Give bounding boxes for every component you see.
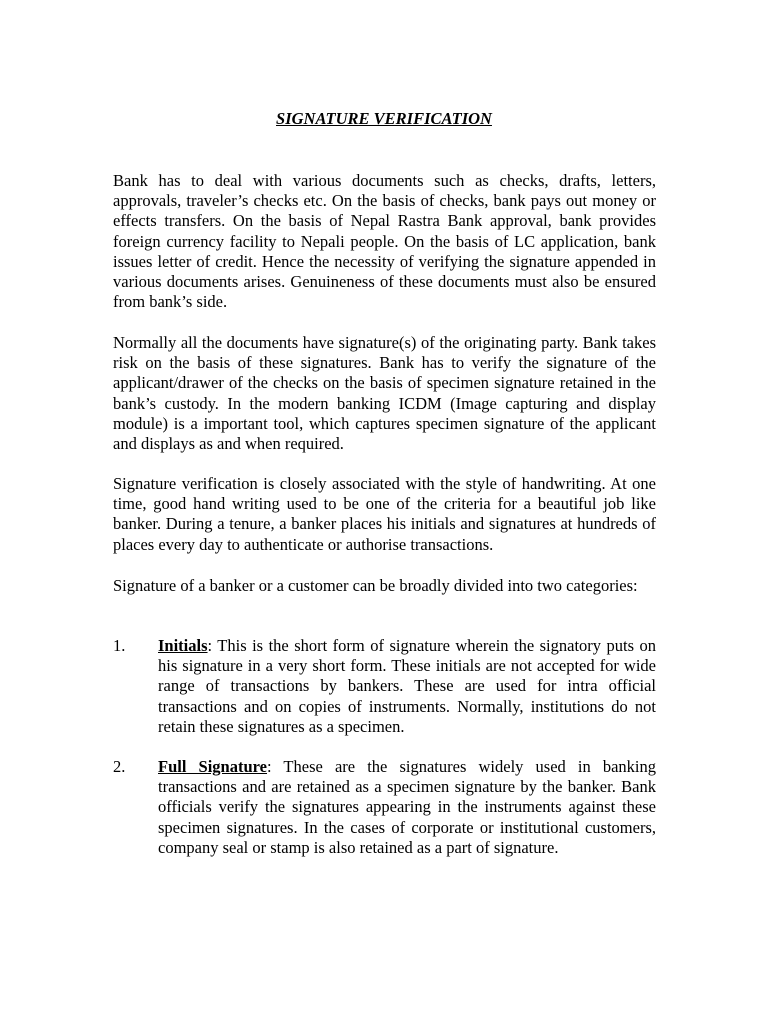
- list-item-initials: [113, 636, 656, 737]
- paragraph-handwriting: Signature verification is closely associated with the style of handwriting. At one time, good hand writing used to be one of the criteria for a beautiful job like banker. During a tenure, a banker places his initials and signatures at hundreds of places every day to authenticate or authorise transactions.: [113, 474, 656, 554]
- paragraph-categories: Signature of a banker or a customer can be broadly divided into two categories:: [113, 576, 638, 595]
- list-text-initials: : This is the short form of signature wherein the signatory puts on his signature in a very short form. These initials are not accepted for wide range of transactions by bankers. These are used for intra official transactions and on copies of instruments. Normally, institutions do not retain these signatures as a specimen.: [158, 636, 656, 736]
- list-number: 2.: [113, 757, 126, 776]
- list-number: 1.: [113, 636, 126, 655]
- list-term-initials: Initials: [158, 636, 208, 655]
- list-term-full-signature: Full Signature: [158, 757, 268, 776]
- document-title: SIGNATURE VERIFICATION: [276, 109, 492, 128]
- list-item-full-signature: [113, 757, 656, 858]
- paragraph-documents: Bank has to deal with various documents such as checks, drafts, letters, approvals, traveler’s checks etc. On the basis of checks, bank pays out money or effects transfers. On the basis of Nepal Rastra Bank approval, bank provides foreign currency facility to Nepali people. On the basis of LC application, bank issues letter of credit. Hence the necessity of verifying the signature appended in various documents arises. Genuineness of these documents must also be ensured from bank’s side.: [113, 171, 656, 312]
- list-item-body: [158, 757, 656, 858]
- list-item-body: [158, 636, 656, 737]
- list-text-full-signature: : These are the signatures widely used in banking transactions and are retained as a specimen signature by the banker. Bank officials verify the signatures appearing in the instruments against these specimen signatures. In the cases of corporate or institutional customers, company seal or stamp is also retained as a part of signature.: [158, 757, 657, 857]
- paragraph-signatures-risk: Normally all the documents have signature(s) of the originating party. Bank takes risk on the basis of these signatures. Bank has to verify the signature of the applicant/drawer of the checks on the basis of specimen signature retained in the bank’s custody. In the modern banking ICDM (Image capturing and display module) is a important tool, which captures specimen signature of the applicant and displays as and when required.: [113, 333, 656, 454]
